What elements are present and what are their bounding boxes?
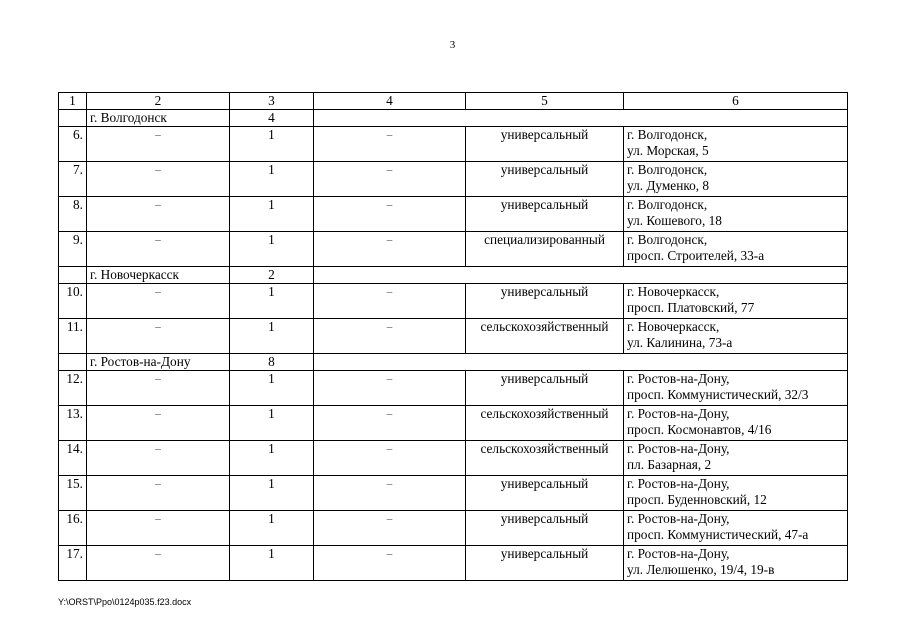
row-col3: 1	[230, 371, 314, 406]
table-row	[59, 406, 848, 441]
table-body	[59, 93, 848, 581]
row-col2: –	[87, 441, 230, 476]
row-address	[624, 441, 848, 476]
address-line-2: просп. Космонавтов, 4/16	[627, 422, 772, 437]
row-col4: –	[314, 284, 466, 319]
row-col2: –	[87, 371, 230, 406]
row-col4: –	[314, 319, 466, 354]
table-row	[59, 232, 848, 267]
row-number: 12.	[59, 371, 87, 406]
address-line-2: просп. Коммунистический, 32/3	[627, 387, 809, 402]
row-col4: –	[314, 511, 466, 546]
row-col3: 1	[230, 197, 314, 232]
table-row	[59, 476, 848, 511]
row-col2: –	[87, 546, 230, 581]
address-line-1: г. Волгодонск,	[627, 162, 708, 177]
row-number: 15.	[59, 476, 87, 511]
row-address	[624, 127, 848, 162]
address-line-2: ул. Калинина, 73-а	[627, 335, 733, 350]
table-row	[59, 441, 848, 476]
group-row	[59, 110, 848, 127]
table-row	[59, 546, 848, 581]
row-number: 10.	[59, 284, 87, 319]
row-col3: 1	[230, 511, 314, 546]
row-market-type: универсальный	[466, 197, 624, 232]
address-line-2: ул. Кошевого, 18	[627, 213, 722, 228]
table-row	[59, 511, 848, 546]
row-market-type: универсальный	[466, 162, 624, 197]
group-count: 4	[230, 110, 314, 127]
row-market-type: универсальный	[466, 476, 624, 511]
row-col2: –	[87, 406, 230, 441]
row-col4: –	[314, 441, 466, 476]
row-col4: –	[314, 371, 466, 406]
address-line-1: г. Волгодонск,	[627, 232, 708, 247]
group-city: г. Новочеркасск	[87, 267, 230, 284]
row-address	[624, 476, 848, 511]
address-line-1: г. Новочеркасск,	[627, 284, 720, 299]
row-col3: 1	[230, 406, 314, 441]
header-cell: 2	[87, 93, 230, 110]
row-col3: 1	[230, 127, 314, 162]
row-market-type: специализированный	[466, 232, 624, 267]
row-col4: –	[314, 197, 466, 232]
header-cell: 1	[59, 93, 87, 110]
address-line-1: г. Ростов-на-Дону,	[627, 371, 730, 386]
address-line-2: просп. Строителей, 33-а	[627, 248, 765, 263]
page-number: 3	[449, 39, 456, 51]
row-col3: 1	[230, 162, 314, 197]
group-span-cell	[314, 267, 848, 284]
row-address	[624, 511, 848, 546]
row-col3: 1	[230, 476, 314, 511]
row-col2: –	[87, 319, 230, 354]
row-number: 11.	[59, 319, 87, 354]
row-address	[624, 284, 848, 319]
group-empty-cell	[59, 267, 87, 284]
table-row	[59, 162, 848, 197]
group-city: г. Волгодонск	[87, 110, 230, 127]
row-market-type: сельскохозяйственный	[466, 406, 624, 441]
row-number: 13.	[59, 406, 87, 441]
row-number: 6.	[59, 127, 87, 162]
row-col3: 1	[230, 441, 314, 476]
row-col4: –	[314, 127, 466, 162]
row-number: 9.	[59, 232, 87, 267]
row-address	[624, 197, 848, 232]
table-row	[59, 284, 848, 319]
table-row	[59, 127, 848, 162]
group-city: г. Ростов-на-Дону	[87, 354, 230, 371]
row-address	[624, 546, 848, 581]
group-row	[59, 354, 848, 371]
row-market-type: универсальный	[466, 284, 624, 319]
row-number: 8.	[59, 197, 87, 232]
address-line-2: ул. Морская, 5	[627, 143, 709, 158]
header-cell: 5	[466, 93, 624, 110]
row-col2: –	[87, 197, 230, 232]
row-address	[624, 371, 848, 406]
row-col2: –	[87, 284, 230, 319]
group-empty-cell	[59, 110, 87, 127]
group-count: 2	[230, 267, 314, 284]
row-col4: –	[314, 546, 466, 581]
row-address	[624, 162, 848, 197]
row-col2: –	[87, 476, 230, 511]
row-col2: –	[87, 162, 230, 197]
row-col4: –	[314, 406, 466, 441]
address-line-1: г. Ростов-на-Дону,	[627, 546, 730, 561]
row-address	[624, 406, 848, 441]
row-col4: –	[314, 232, 466, 267]
row-number: 14.	[59, 441, 87, 476]
header-cell: 3	[230, 93, 314, 110]
file-path-footer: Y:\ORST\Ppo\0124p035.f23.docx	[58, 597, 192, 607]
row-col4: –	[314, 476, 466, 511]
row-number: 7.	[59, 162, 87, 197]
table-row	[59, 371, 848, 406]
group-span-cell	[314, 110, 848, 127]
group-count: 8	[230, 354, 314, 371]
group-span-cell	[314, 354, 848, 371]
address-line-1: г. Ростов-на-Дону,	[627, 441, 730, 456]
row-number: 16.	[59, 511, 87, 546]
row-col4: –	[314, 162, 466, 197]
row-address	[624, 319, 848, 354]
address-line-1: г. Новочеркасск,	[627, 319, 720, 334]
row-col3: 1	[230, 546, 314, 581]
address-line-2: просп. Коммунистический, 47-а	[627, 527, 809, 542]
table-row	[59, 197, 848, 232]
address-line-2: просп. Буденновский, 12	[627, 492, 767, 507]
row-market-type: сельскохозяйственный	[466, 319, 624, 354]
row-market-type: универсальный	[466, 511, 624, 546]
header-cell: 4	[314, 93, 466, 110]
address-line-1: г. Ростов-на-Дону,	[627, 406, 730, 421]
row-address	[624, 232, 848, 267]
address-line-1: г. Волгодонск,	[627, 127, 708, 142]
row-col3: 1	[230, 319, 314, 354]
row-col2: –	[87, 232, 230, 267]
row-market-type: универсальный	[466, 371, 624, 406]
row-col3: 1	[230, 284, 314, 319]
group-empty-cell	[59, 354, 87, 371]
row-market-type: универсальный	[466, 546, 624, 581]
row-col2: –	[87, 127, 230, 162]
row-number: 17.	[59, 546, 87, 581]
table-header-row	[59, 93, 848, 110]
address-line-1: г. Ростов-на-Дону,	[627, 511, 730, 526]
address-line-2: просп. Платовский, 77	[627, 300, 755, 315]
address-line-2: ул. Думенко, 8	[627, 178, 710, 193]
markets-table	[58, 92, 848, 581]
address-line-2: ул. Лелюшенко, 19/4, 19-в	[627, 562, 775, 577]
row-col3: 1	[230, 232, 314, 267]
row-col2: –	[87, 511, 230, 546]
row-market-type: универсальный	[466, 127, 624, 162]
address-line-1: г. Ростов-на-Дону,	[627, 476, 730, 491]
group-row	[59, 267, 848, 284]
address-line-2: пл. Базарная, 2	[627, 457, 712, 472]
table-row	[59, 319, 848, 354]
address-line-1: г. Волгодонск,	[627, 197, 708, 212]
header-cell: 6	[624, 93, 848, 110]
row-market-type: сельскохозяйственный	[466, 441, 624, 476]
